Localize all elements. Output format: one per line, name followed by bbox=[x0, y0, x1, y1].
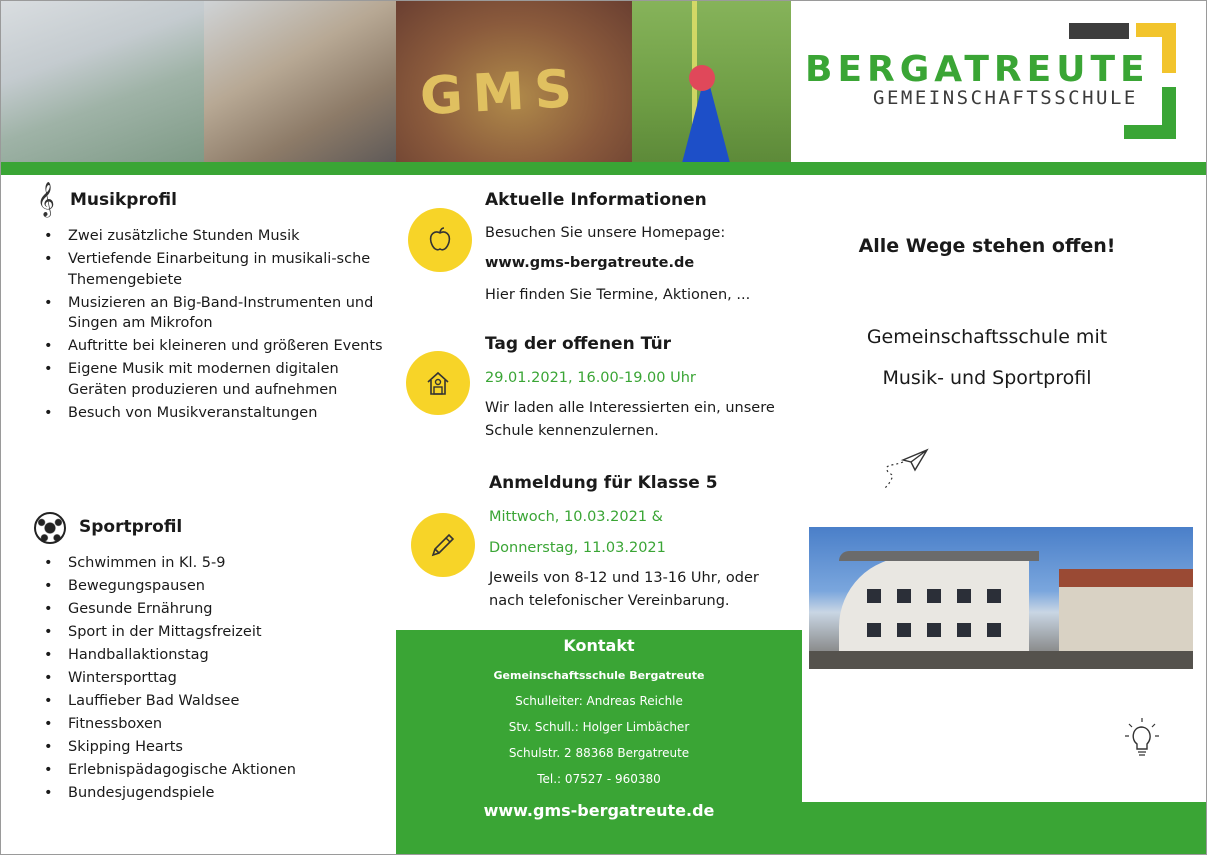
music-item: • Auftritte bei kleineren und größeren Events bbox=[68, 336, 388, 357]
subheadline bbox=[809, 317, 1165, 399]
paper-plane-icon bbox=[881, 446, 931, 494]
headline: Alle Wege stehen offen! bbox=[858, 235, 1116, 257]
robotics-photo bbox=[204, 1, 396, 162]
open-day-date: 29.01.2021, 16.00-19.00 Uhr bbox=[485, 370, 696, 386]
contact-box bbox=[396, 630, 802, 855]
sport-item: • Fitnessboxen bbox=[68, 714, 388, 735]
lightbulb-icon bbox=[1123, 716, 1163, 764]
music-item: • Zwei zusätzliche Stunden Musik bbox=[68, 226, 388, 247]
building-ground bbox=[809, 651, 1193, 669]
footer-green-band bbox=[802, 802, 1206, 854]
music-item: • Musizieren an Big-Band-Instrumenten und Singen am Mikrofon bbox=[68, 293, 388, 334]
music-item: • Vertiefende Einarbeitung in musikali-sche Themengebiete bbox=[68, 249, 388, 290]
registration-date2: Donnerstag, 11.03.2021 bbox=[489, 540, 666, 556]
info-title: Aktuelle Informationen bbox=[485, 190, 707, 210]
contact-title: Kontakt bbox=[563, 636, 635, 655]
building-window bbox=[957, 589, 971, 603]
open-day-text1: Wir laden alle Interessierten ein, unsere bbox=[485, 400, 775, 416]
treble-clef-icon: 𝄞 bbox=[37, 182, 55, 217]
building-window bbox=[987, 623, 1001, 637]
sport-item: • Handballaktionstag bbox=[68, 645, 388, 666]
sport-profile-list bbox=[40, 553, 388, 806]
contact-school: Gemeinschaftsschule Bergatreute bbox=[493, 669, 705, 682]
contact-principal: Schulleiter: Andreas Reichle bbox=[515, 694, 683, 708]
students-gms-photo bbox=[396, 1, 632, 162]
classroom-photo bbox=[1, 1, 204, 162]
sport-item: • Wintersporttag bbox=[68, 668, 388, 689]
contact-deputy: Stv. Schull.: Holger Limbächer bbox=[508, 720, 690, 734]
soccer-ball-icon bbox=[34, 512, 66, 544]
registration-date1: Mittwoch, 10.03.2021 & bbox=[489, 509, 663, 525]
building-window bbox=[987, 589, 1001, 603]
building-wing bbox=[1059, 587, 1193, 657]
registration-text1: Jeweils von 8-12 und 13-16 Uhr, oder bbox=[489, 570, 759, 586]
open-day-text2: Schule kennenzulernen. bbox=[485, 423, 659, 439]
logo-title: BERGATREUTE bbox=[805, 49, 1150, 90]
sport-item: • Lauffieber Bad Waldsee bbox=[68, 691, 388, 712]
building-window bbox=[897, 623, 911, 637]
music-profile-list bbox=[40, 226, 388, 426]
building-main bbox=[839, 557, 1029, 655]
building-window bbox=[957, 623, 971, 637]
open-day-title: Tag der offenen Tür bbox=[485, 334, 672, 354]
sport-profile-title: Sportprofil bbox=[79, 517, 183, 537]
sport-item: • Sport in der Mittagsfreizeit bbox=[68, 622, 388, 643]
building-window bbox=[897, 589, 911, 603]
sport-item: • Erlebnispädagogische Aktionen bbox=[68, 760, 388, 781]
school-building-photo bbox=[809, 527, 1193, 669]
logo-subtitle: GEMEINSCHAFTSSCHULE bbox=[873, 87, 1138, 109]
building-window bbox=[927, 589, 941, 603]
pencil-icon bbox=[411, 513, 475, 577]
sport-item: • Gesunde Ernährung bbox=[68, 599, 388, 620]
registration-text2: nach telefonischer Vereinbarung. bbox=[489, 593, 730, 609]
photo-gms-lettering: GMS bbox=[418, 58, 584, 128]
apple-icon bbox=[408, 208, 472, 272]
info-url[interactable]: www.gms-bergatreute.de bbox=[485, 255, 695, 271]
house-icon bbox=[406, 351, 470, 415]
building-window bbox=[927, 623, 941, 637]
logo-dark-bar bbox=[1069, 23, 1129, 39]
header-stripe bbox=[1, 162, 1206, 175]
sport-item: • Schwimmen in Kl. 5-9 bbox=[68, 553, 388, 574]
contact-phone: Tel.: 07527 - 960380 bbox=[537, 772, 661, 786]
subheadline-line1: Gemeinschaftsschule mit bbox=[866, 326, 1108, 348]
registration-title: Anmeldung für Klasse 5 bbox=[489, 473, 718, 493]
sport-item: • Bewegungspausen bbox=[68, 576, 388, 597]
music-item: • Eigene Musik mit modernen digitalen Geräten produzieren und aufnehmen bbox=[68, 359, 388, 400]
ball-shape bbox=[689, 65, 715, 91]
school-logo bbox=[791, 1, 1206, 162]
building-window bbox=[867, 589, 881, 603]
contact-url[interactable]: www.gms-bergatreute.de bbox=[483, 801, 715, 820]
subheadline-line2: Musik- und Sportprofil bbox=[882, 367, 1092, 389]
sport-item: • Skipping Hearts bbox=[68, 737, 388, 758]
contact-address: Schulstr. 2 88368 Bergatreute bbox=[508, 746, 690, 760]
sport-item: • Bundesjugendspiele bbox=[68, 783, 388, 804]
info-line3: Hier finden Sie Termine, Aktionen, ... bbox=[485, 287, 751, 303]
cone-ball-photo bbox=[632, 1, 791, 162]
info-line1: Besuchen Sie unsere Homepage: bbox=[485, 225, 726, 241]
building-window bbox=[867, 623, 881, 637]
music-item: • Besuch von Musikveranstaltungen bbox=[68, 403, 388, 424]
music-profile-title: Musikprofil bbox=[70, 190, 177, 210]
